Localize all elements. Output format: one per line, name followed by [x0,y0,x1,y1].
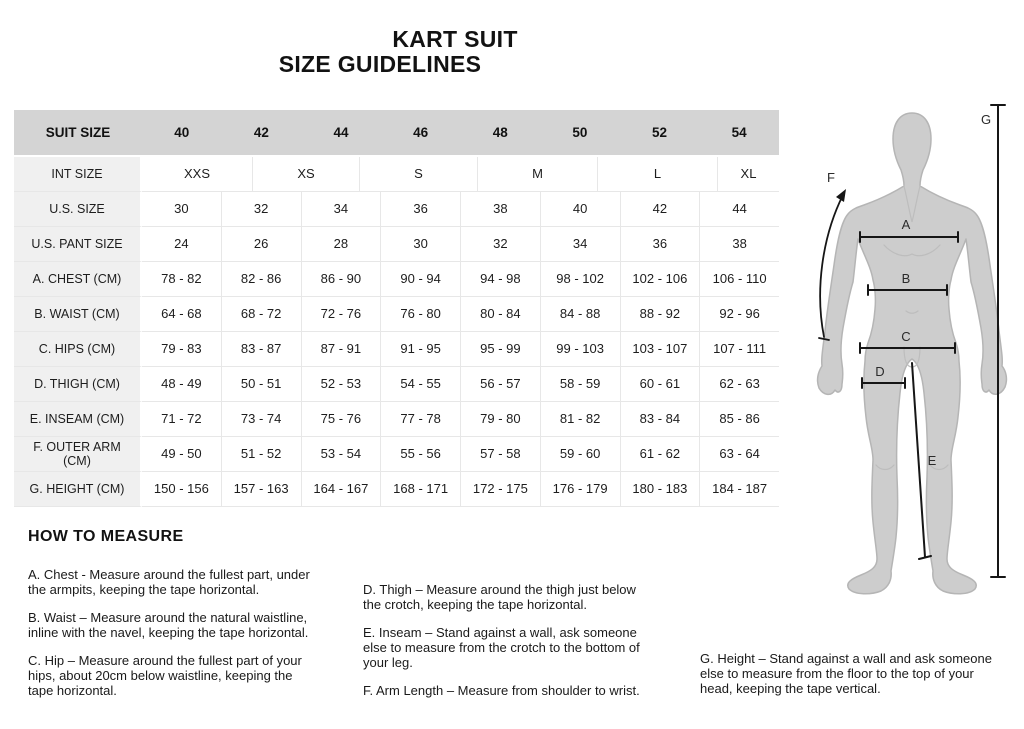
size-value-cell: 64 - 68 [142,297,222,332]
int-size-cell: L [598,157,718,192]
table-row [14,332,779,367]
size-value-cell: 53 - 54 [302,437,382,472]
size-value-cell: 48 - 49 [142,367,222,402]
size-value-cell: 107 - 111 [700,332,779,367]
suit-size-header-cell: 40 [174,124,190,140]
size-value-cell: 57 - 58 [461,437,541,472]
size-value-cell: 86 - 90 [302,262,382,297]
size-value-cell: 150 - 156 [142,472,222,507]
size-table [14,110,779,507]
size-value-cell: 94 - 98 [461,262,541,297]
size-value-cell: 52 - 53 [302,367,382,402]
table-row [14,367,779,402]
row-label: A. CHEST (CM) [14,262,142,297]
size-value-cell: 78 - 82 [142,262,222,297]
int-size-cell: XXS [142,157,253,192]
size-value-cell: 176 - 179 [541,472,621,507]
size-value-cell: 83 - 84 [621,402,701,437]
size-value-cell: 58 - 59 [541,367,621,402]
body-silhouette-shape [818,113,1007,594]
size-value-cell: 79 - 80 [461,402,541,437]
row-label: C. HIPS (CM) [14,332,142,367]
size-value-cell: 92 - 96 [700,297,779,332]
size-value-cell: 164 - 167 [302,472,382,507]
size-value-cell: 61 - 62 [621,437,701,472]
measure-instructions-column-2 [363,582,651,711]
int-size-cell: XL [718,157,779,192]
measure-instruction: D. Thigh – Measure around the thigh just below the crotch, keeping the tape horizontal. [363,582,636,612]
size-value-cell: 63 - 64 [700,437,779,472]
figure-label-thigh: D [875,364,885,379]
size-value-cell: 55 - 56 [381,437,461,472]
size-value-cell: 85 - 86 [700,402,779,437]
size-value-cell: 59 - 60 [541,437,621,472]
size-value-cell: 184 - 187 [700,472,779,507]
row-label: B. WAIST (CM) [14,297,142,332]
size-value-cell: 56 - 57 [461,367,541,402]
table-row [14,227,779,262]
figure-label-hips: C [901,329,911,344]
page-title-line2: SIZE GUIDELINES [278,51,482,77]
measure-instruction: F. Arm Length – Measure from shoulder to wrist. [363,683,640,698]
size-value-cell: 38 [461,192,541,227]
size-value-cell: 102 - 106 [621,262,701,297]
size-value-cell: 34 [302,192,382,227]
table-row [14,402,779,437]
how-to-measure-heading: HOW TO MEASURE [28,528,184,545]
size-value-cell: 40 [541,192,621,227]
size-value-cell: 44 [700,192,779,227]
size-value-cell: 84 - 88 [541,297,621,332]
arm-curve-arrowhead [836,189,846,202]
page-title-line1: KART SUIT [392,26,518,52]
size-value-cell: 50 - 51 [222,367,302,402]
measurement-figure [800,95,1020,605]
int-size-cell: XS [253,157,360,192]
size-value-cell: 30 [381,227,461,262]
header-row-label: SUIT SIZE [45,124,111,140]
suit-size-header-cell: 44 [333,124,349,140]
size-value-cell: 49 - 50 [142,437,222,472]
size-value-cell: 26 [222,227,302,262]
size-value-cell: 168 - 171 [381,472,461,507]
figure-label-arm: F [827,170,835,185]
size-value-cell: 81 - 82 [541,402,621,437]
size-value-cell: 90 - 94 [381,262,461,297]
row-label: G. HEIGHT (CM) [14,472,142,507]
size-value-cell: 88 - 92 [621,297,701,332]
figure-label-inseam: E [927,453,937,468]
measure-instructions-column-3 [700,651,998,709]
size-value-cell: 91 - 95 [381,332,461,367]
suit-size-header-cell: 54 [731,124,747,140]
figure-label-waist: B [901,271,911,286]
int-size-cell: S [360,157,478,192]
size-value-cell: 72 - 76 [302,297,382,332]
size-value-cell: 98 - 102 [541,262,621,297]
size-value-cell: 73 - 74 [222,402,302,437]
row-label: E. INSEAM (CM) [14,402,142,437]
size-value-cell: 38 [700,227,779,262]
suit-size-header-cell: 46 [413,124,429,140]
int-size-cell: M [478,157,598,192]
measure-instruction: B. Waist – Measure around the natural waistline, inline with the navel, keeping the tape horizontal. [28,610,309,640]
size-value-cell: 36 [621,227,701,262]
measure-instructions-column-1 [28,567,320,711]
figure-label-height: G [980,112,992,127]
suit-size-header-cell: 52 [652,124,668,140]
body-diagram [800,95,1020,605]
size-value-cell: 180 - 183 [621,472,701,507]
size-value-cell: 30 [142,192,222,227]
table-row [14,192,779,227]
size-value-cell: 103 - 107 [621,332,701,367]
row-label: INT SIZE [14,157,142,192]
size-value-cell: 87 - 91 [302,332,382,367]
row-label: F. OUTER ARM (CM) [14,437,142,472]
measure-instruction: G. Height – Stand against a wall and ask someone else to measure from the floor to the top of your head, keeping the tape vertical. [700,651,992,696]
measure-instruction: C. Hip – Measure around the fullest part of your hips, about 20cm below waistline, keeping the tape horizontal. [28,653,302,698]
size-value-cell: 54 - 55 [381,367,461,402]
size-value-cell: 99 - 103 [541,332,621,367]
size-value-cell: 157 - 163 [222,472,302,507]
size-value-cell: 80 - 84 [461,297,541,332]
size-value-cell: 75 - 76 [302,402,382,437]
size-value-cell: 68 - 72 [222,297,302,332]
row-label: D. THIGH (CM) [14,367,142,402]
size-value-cell: 32 [222,192,302,227]
size-value-cell: 62 - 63 [700,367,779,402]
int-size-row [14,157,779,192]
size-value-cell: 42 [621,192,701,227]
measure-instruction: E. Inseam – Stand against a wall, ask someone else to measure from the crotch to the bottom of your leg. [363,625,640,670]
size-value-cell: 95 - 99 [461,332,541,367]
size-value-cell: 71 - 72 [142,402,222,437]
suit-size-header-row [14,110,779,155]
row-label: U.S. PANT SIZE [14,227,142,262]
suit-size-header-cell: 42 [253,124,269,140]
suit-size-header-cell: 48 [492,124,508,140]
measure-instruction: A. Chest - Measure around the fullest part, under the armpits, keeping the tape horizontal. [28,567,310,597]
size-value-cell: 106 - 110 [700,262,779,297]
size-value-cell: 83 - 87 [222,332,302,367]
size-value-cell: 51 - 52 [222,437,302,472]
size-value-cell: 28 [302,227,382,262]
figure-label-chest: A [901,217,911,232]
size-value-cell: 36 [381,192,461,227]
table-row [14,297,779,332]
row-label: U.S. SIZE [14,192,142,227]
size-value-cell: 82 - 86 [222,262,302,297]
table-row [14,437,779,472]
size-value-cell: 34 [541,227,621,262]
size-value-cell: 60 - 61 [621,367,701,402]
table-row [14,472,779,507]
size-value-cell: 77 - 78 [381,402,461,437]
table-row [14,262,779,297]
suit-size-header-cell: 50 [572,124,588,140]
size-value-cell: 76 - 80 [381,297,461,332]
size-value-cell: 32 [461,227,541,262]
size-value-cell: 79 - 83 [142,332,222,367]
size-value-cell: 24 [142,227,222,262]
size-value-cell: 172 - 175 [461,472,541,507]
